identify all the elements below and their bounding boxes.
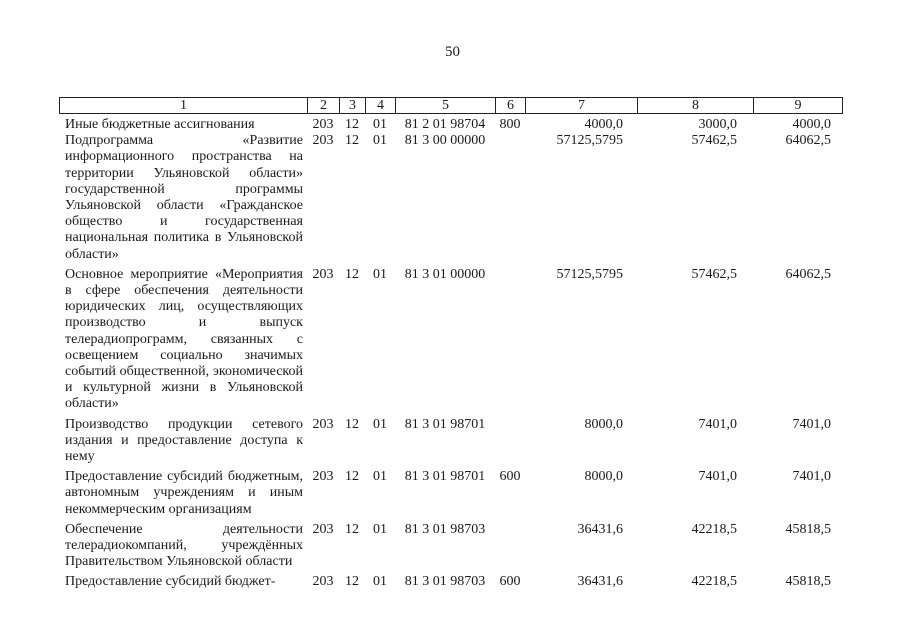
row-value-9: 4000,0 [792, 117, 831, 132]
row-code-2: 203 [312, 117, 334, 132]
row-code-6: 600 [499, 574, 521, 590]
row-value-8: 7401,0 [698, 469, 737, 485]
row-code-2: 203 [312, 574, 334, 590]
row-code-4: 01 [373, 574, 387, 590]
header-col-6: 6 [496, 98, 526, 113]
row-code-4: 01 [373, 266, 387, 282]
row-code-5: 81 3 01 00000 [404, 266, 486, 282]
row-code-2: 203 [312, 521, 334, 537]
row-value-8: 42218,5 [691, 574, 737, 590]
row-name: Производство продукции сетевого издания и предоставление доступа к нему [65, 416, 303, 465]
row-code-5: 81 3 01 98703 [404, 574, 486, 590]
row-value-9: 45818,5 [785, 574, 831, 590]
row-value-7: 57125,5795 [556, 266, 623, 282]
row-code-3: 12 [345, 416, 359, 432]
row-code-3: 12 [345, 117, 359, 132]
row-code-5: 81 3 00 00000 [404, 133, 486, 149]
table-row [59, 117, 859, 133]
page-number: 50 [445, 44, 460, 60]
row-value-7: 8000,0 [584, 416, 623, 432]
row-code-2: 203 [312, 266, 334, 282]
row-code-4: 01 [373, 521, 387, 537]
header-col-2: 2 [308, 98, 340, 113]
table-header-row [59, 97, 843, 114]
table-row [59, 417, 859, 466]
row-value-8: 7401,0 [698, 416, 737, 432]
row-name: Основное мероприятие «Мероприятия в сфере обеспечения деятельности юридических лиц, осуществляющих производство и выпуск телерадиопрограмм, связанных с освещением социально значимых событий общественной, экономической и культурной жизни в Ульяновской области» [65, 266, 303, 412]
row-code-6: 600 [499, 469, 521, 485]
row-code-6 [495, 267, 525, 413]
row-value-9: 7401,0 [792, 416, 831, 432]
row-code-5: 81 2 01 98704 [404, 117, 486, 132]
row-code-3: 12 [345, 469, 359, 485]
row-code-6 [495, 522, 525, 571]
row-name: Подпрограмма «Развитие информационного пространства на территории Ульяновской области» государственной программы Ульяновской области «Гражданское общество и государственная национальная политика в Ульяновской области» [65, 133, 303, 262]
row-code-6: 800 [499, 117, 521, 132]
row-code-6 [495, 417, 525, 466]
row-value-9: 45818,5 [785, 521, 831, 537]
row-code-2: 203 [312, 416, 334, 432]
row-code-4: 01 [373, 133, 387, 149]
header-col-5: 5 [396, 98, 496, 113]
table-row [59, 522, 859, 571]
table-row [59, 267, 859, 413]
row-value-7: 36431,6 [577, 574, 623, 590]
row-name: Предоставление субсидий бюджетным, автономным учреждениям и иным некоммерческим организациям [65, 469, 303, 517]
row-code-4: 01 [373, 117, 387, 132]
table-row [59, 574, 859, 590]
row-code-3: 12 [345, 133, 359, 149]
row-value-7: 57125,5795 [556, 133, 623, 149]
header-col-9: 9 [794, 98, 802, 113]
row-code-5: 81 3 01 98703 [404, 521, 486, 537]
row-code-4: 01 [373, 469, 387, 485]
row-name: Иные бюджетные ассигнования [65, 117, 255, 132]
row-value-7: 8000,0 [584, 469, 623, 485]
row-value-9: 7401,0 [792, 469, 831, 485]
header-col-1: 1 [60, 98, 308, 113]
table-row [59, 133, 859, 263]
row-code-2: 203 [312, 469, 334, 485]
row-code-3: 12 [345, 574, 359, 590]
row-value-8: 42218,5 [691, 521, 737, 537]
row-value-8: 57462,5 [691, 266, 737, 282]
row-name: Предоставление субсидий бюджет- [65, 574, 276, 590]
header-col-7: 7 [526, 98, 638, 113]
row-value-7: 4000,0 [584, 117, 623, 132]
row-code-5: 81 3 01 98701 [404, 469, 486, 485]
row-code-3: 12 [345, 521, 359, 537]
row-name: Обеспечение деятельности телерадиокомпаний, учреждённых Правительством Ульяновской области [65, 521, 303, 570]
header-col-8: 8 [638, 98, 754, 113]
header-col-3: 3 [340, 98, 366, 113]
row-code-5: 81 3 01 98701 [404, 416, 486, 432]
row-code-2: 203 [312, 133, 334, 149]
row-value-8: 3000,0 [698, 117, 737, 132]
row-code-3: 12 [345, 266, 359, 282]
row-value-8: 57462,5 [691, 133, 737, 149]
row-code-4: 01 [373, 416, 387, 432]
row-code-6 [495, 133, 525, 263]
row-value-9: 64062,5 [785, 266, 831, 282]
table-body [59, 117, 859, 591]
table-row [59, 469, 859, 518]
row-value-7: 36431,6 [577, 521, 623, 537]
header-col-4: 4 [366, 98, 396, 113]
row-value-9: 64062,5 [785, 133, 831, 149]
